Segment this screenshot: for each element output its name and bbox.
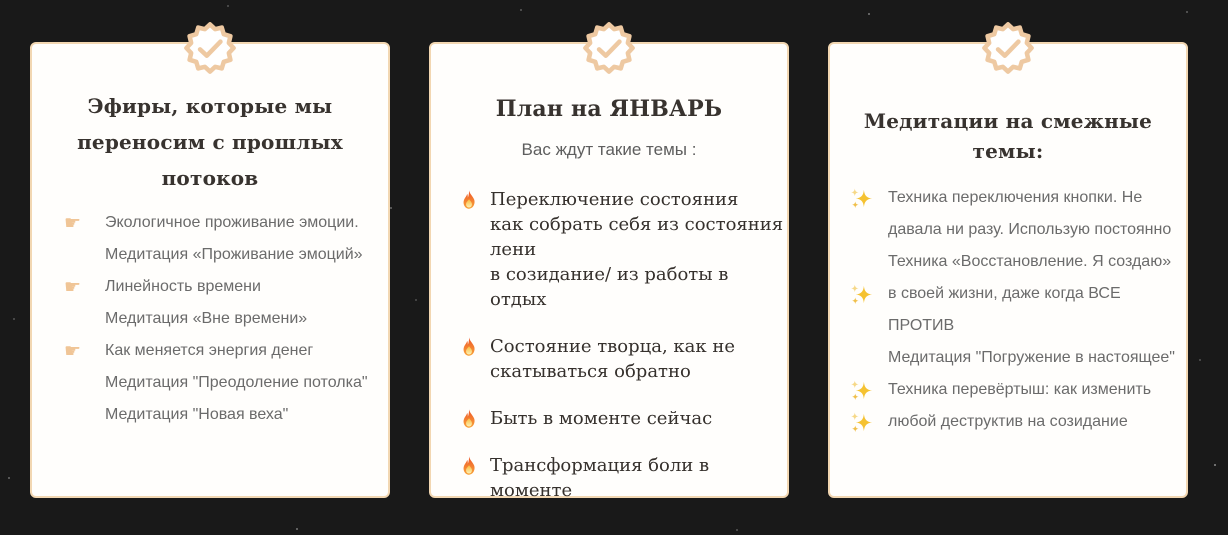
list-item bbox=[850, 406, 1186, 438]
card-january-plan bbox=[429, 42, 789, 501]
list-item-text: Трансформация боли в моменте bbox=[490, 455, 710, 501]
list-item-text: Переключение состояния как собрать себя из состояния лени в созидание/ из работы в отдых bbox=[490, 189, 784, 310]
seal-check-icon bbox=[181, 19, 239, 77]
list-item bbox=[850, 310, 1186, 342]
card-title: План на ЯНВАРЬ bbox=[495, 96, 723, 122]
list-item bbox=[850, 214, 1186, 246]
list-item-text: Техника «Восстановление. Я создаю» bbox=[888, 253, 1172, 270]
card-transferred-broadcasts bbox=[30, 42, 390, 498]
fire-icon bbox=[458, 187, 490, 312]
seal-check-icon bbox=[979, 19, 1037, 77]
list-item-text: давала ни разу. Использую постоянно bbox=[888, 221, 1172, 238]
sparkles-icon bbox=[850, 379, 888, 402]
list-item bbox=[64, 239, 388, 271]
list-item bbox=[458, 453, 787, 503]
sparkles-icon bbox=[850, 187, 888, 210]
meditation-list bbox=[830, 182, 1186, 438]
list-item bbox=[458, 187, 787, 312]
card-related-meditations bbox=[828, 42, 1188, 498]
list-item-text: Экологичное проживание эмоции. bbox=[105, 214, 359, 231]
list-item bbox=[64, 207, 388, 239]
list-item bbox=[850, 342, 1186, 374]
list-item bbox=[458, 406, 787, 431]
plan-topic-list bbox=[431, 187, 787, 503]
list-item bbox=[850, 278, 1186, 310]
finger-icon: ☛ bbox=[64, 211, 82, 234]
seal-check-icon bbox=[580, 19, 638, 77]
card-title-line: переносим с прошлых потоков bbox=[77, 130, 343, 190]
list-item-text: Техника перевёртыш: как изменить bbox=[888, 381, 1152, 398]
list-item bbox=[458, 334, 787, 384]
fire-icon bbox=[458, 406, 490, 431]
broadcast-list bbox=[32, 207, 388, 431]
sparkles-icon bbox=[850, 283, 888, 306]
list-item-text: Быть в моменте сейчас bbox=[490, 408, 713, 429]
list-item-text: Медитация "Погружение в настоящее" bbox=[888, 349, 1175, 366]
list-item-text: Техника переключения кнопки. Не bbox=[888, 189, 1143, 206]
card-title-line: Эфиры, которые мы bbox=[87, 94, 333, 118]
sparkles-icon bbox=[850, 411, 888, 434]
list-item bbox=[850, 374, 1186, 406]
fire-icon bbox=[458, 453, 490, 503]
list-item-text: Линейность времени bbox=[105, 278, 261, 295]
list-item bbox=[850, 246, 1186, 278]
list-item bbox=[64, 399, 388, 431]
list-item-text: Медитация «Вне времени» bbox=[105, 310, 308, 327]
list-item-text: Состояние творца, как не скатываться обратно bbox=[490, 336, 736, 382]
fire-icon bbox=[458, 334, 490, 384]
list-item bbox=[64, 335, 388, 367]
cards-row bbox=[30, 42, 1188, 501]
card-subtitle: Вас ждут такие темы : bbox=[521, 140, 697, 159]
finger-icon: ☛ bbox=[64, 339, 82, 362]
finger-icon: ☛ bbox=[64, 275, 82, 298]
list-item bbox=[64, 303, 388, 335]
list-item-text: Как меняется энергия денег bbox=[105, 342, 314, 359]
starry-background bbox=[0, 0, 2, 2]
list-item-text: в своей жизни, даже когда ВСЕ bbox=[888, 285, 1121, 302]
list-item-text: любой деструктив на созидание bbox=[888, 413, 1128, 430]
card-title: Медитации на смежные темы: bbox=[863, 109, 1153, 163]
card-title bbox=[32, 88, 388, 196]
list-item bbox=[64, 271, 388, 303]
list-item-text: ПРОТИВ bbox=[888, 317, 955, 334]
list-item-text: Медитация "Преодоление потолка" bbox=[105, 374, 368, 391]
list-item-text: Медитация «Проживание эмоций» bbox=[105, 246, 363, 263]
list-item-text: Медитация "Новая веха" bbox=[105, 406, 289, 423]
list-item bbox=[850, 182, 1186, 214]
list-item bbox=[64, 367, 388, 399]
